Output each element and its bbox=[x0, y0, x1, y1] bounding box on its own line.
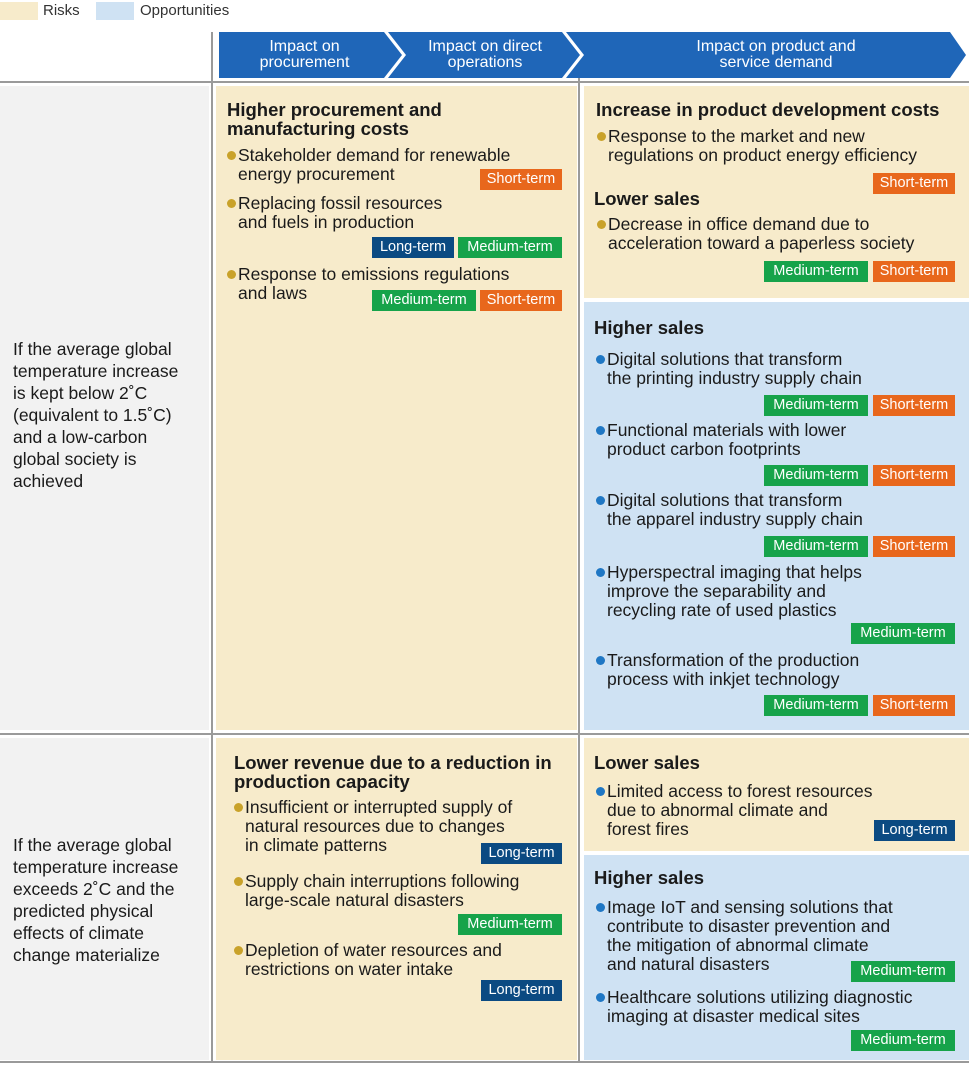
s1-opp-item-3 bbox=[607, 491, 962, 529]
s2-risk-item-3 bbox=[245, 941, 575, 979]
item-line: Decrease in office demand due to bbox=[608, 214, 870, 234]
item-line: in climate patterns bbox=[245, 835, 388, 855]
item-line: process with inkjet technology bbox=[607, 669, 840, 689]
header-col-procurement-line: Impact on bbox=[269, 38, 340, 55]
scenario-1-label-line: (equivalent to 1.5˚C) bbox=[13, 405, 172, 425]
item-line: Response to emissions regulations bbox=[238, 264, 510, 284]
risks-legend-label: Risks bbox=[43, 2, 80, 19]
medium-term-tag: Medium-term bbox=[764, 695, 868, 716]
short-term-tag: Short-term bbox=[873, 261, 955, 282]
item-line: and laws bbox=[238, 283, 308, 303]
risk-bullet-icon bbox=[227, 270, 236, 279]
scenario-1-label bbox=[0, 86, 209, 730]
medium-term-tag: Medium-term bbox=[764, 261, 868, 282]
grid-line-middle bbox=[0, 733, 969, 735]
item-line: product carbon footprints bbox=[607, 439, 801, 459]
item-line: due to abnormal climate and bbox=[607, 800, 828, 820]
scenario-2-label-line: effects of climate bbox=[13, 923, 144, 943]
s1-risk-demand-item-1 bbox=[608, 127, 963, 165]
item-line: large-scale natural disasters bbox=[245, 890, 464, 910]
risk-bullet-icon bbox=[227, 151, 236, 160]
medium-term-tag: Medium-term bbox=[851, 961, 955, 982]
header-col-product-demand-line: service demand bbox=[719, 54, 833, 71]
s1-risk-operations-heading bbox=[227, 100, 572, 138]
heading-line: Higher procurement and bbox=[227, 99, 442, 120]
scenario-1-label-line: temperature increase bbox=[13, 361, 179, 381]
item-line: forest fires bbox=[607, 819, 689, 839]
item-line: the printing industry supply chain bbox=[607, 368, 862, 388]
short-term-tag: Short-term bbox=[873, 465, 955, 486]
medium-term-tag: Medium-term bbox=[764, 536, 868, 557]
s1-risk-demand-heading-2: Lower sales bbox=[594, 188, 700, 209]
opportunity-bullet-icon bbox=[596, 787, 605, 796]
item-line: Functional materials with lower bbox=[607, 420, 847, 440]
header-col-direct-operations-line: operations bbox=[447, 54, 523, 71]
medium-term-tag: Medium-term bbox=[851, 1030, 955, 1051]
s1-risk-item-2 bbox=[238, 194, 568, 232]
opportunity-bullet-icon bbox=[596, 355, 605, 364]
scenario-2-label bbox=[0, 738, 209, 1060]
s1-opp-item-5 bbox=[607, 651, 962, 689]
short-term-tag: Short-term bbox=[873, 173, 955, 194]
item-line: Insufficient or interrupted supply of bbox=[245, 797, 513, 817]
header-col-procurement-line: procurement bbox=[259, 54, 350, 71]
opportunity-bullet-icon bbox=[596, 903, 605, 912]
scenario-1-label-line: achieved bbox=[13, 471, 84, 491]
short-term-tag: Short-term bbox=[873, 395, 955, 416]
medium-term-tag: Medium-term bbox=[764, 465, 868, 486]
item-line: Supply chain interruptions following bbox=[245, 871, 520, 891]
grid-line-top bbox=[0, 81, 969, 83]
short-term-tag: Short-term bbox=[873, 695, 955, 716]
risk-bullet-icon bbox=[234, 877, 243, 886]
item-line: contribute to disaster prevention and bbox=[607, 916, 891, 936]
long-term-tag: Long-term bbox=[874, 820, 955, 841]
item-line: Hyperspectral imaging that helps bbox=[607, 562, 862, 582]
header-col-product-demand-line: Impact on product and bbox=[696, 38, 856, 55]
header-col-direct-operations-line: Impact on direct bbox=[428, 38, 542, 55]
s2-risk-item-2 bbox=[245, 872, 575, 910]
s2-risk-operations-heading bbox=[234, 753, 574, 791]
item-line: the apparel industry supply chain bbox=[607, 509, 863, 529]
s1-risk-demand-heading-1: Increase in product development costs bbox=[596, 99, 940, 120]
medium-term-tag: Medium-term bbox=[458, 914, 562, 935]
opportunity-bullet-icon bbox=[596, 568, 605, 577]
item-line: energy procurement bbox=[238, 164, 395, 184]
scenario-1-label-line: If the average global bbox=[13, 339, 172, 359]
opportunities-legend-label: Opportunities bbox=[140, 2, 230, 19]
item-line: Replacing fossil resources bbox=[238, 193, 443, 213]
short-term-tag: Short-term bbox=[480, 290, 562, 311]
risk-bullet-icon bbox=[234, 803, 243, 812]
opportunity-bullet-icon bbox=[596, 426, 605, 435]
item-line: regulations on product energy efficiency bbox=[608, 145, 918, 165]
item-line: Digital solutions that transform bbox=[607, 490, 843, 510]
item-line: the mitigation of abnormal climate bbox=[607, 935, 869, 955]
opportunity-bullet-icon bbox=[596, 496, 605, 505]
item-line: Response to the market and new bbox=[608, 126, 865, 146]
s1-risk-demand-item-2 bbox=[608, 215, 963, 253]
item-line: Digital solutions that transform bbox=[607, 349, 843, 369]
grid-line-col1 bbox=[211, 32, 213, 1063]
item-line: Limited access to forest resources bbox=[607, 781, 873, 801]
medium-term-tag: Medium-term bbox=[372, 290, 476, 311]
medium-term-tag: Medium-term bbox=[458, 237, 562, 258]
scenario-1-label-line: and a low-carbon bbox=[13, 427, 148, 447]
item-line: and fuels in production bbox=[238, 212, 415, 232]
heading-line: manufacturing costs bbox=[227, 118, 409, 139]
item-line: natural resources due to changes bbox=[245, 816, 505, 836]
heading-line: production capacity bbox=[234, 771, 410, 792]
item-line: improve the separability and bbox=[607, 581, 826, 601]
header-col-procurement bbox=[222, 39, 387, 71]
s1-opportunity-heading: Higher sales bbox=[594, 317, 705, 338]
item-line: Transformation of the production bbox=[607, 650, 860, 670]
item-line: Stakeholder demand for renewable bbox=[238, 145, 511, 165]
heading-line: Lower revenue due to a reduction in bbox=[234, 752, 552, 773]
risk-bullet-icon bbox=[597, 132, 606, 141]
risk-bullet-icon bbox=[597, 220, 606, 229]
s1-opp-item-4 bbox=[607, 563, 962, 620]
medium-term-tag: Medium-term bbox=[851, 623, 955, 644]
s2-opp-item-2 bbox=[607, 988, 962, 1026]
risk-bullet-icon bbox=[234, 946, 243, 955]
item-line: imaging at disaster medical sites bbox=[607, 1006, 860, 1026]
scenario-2-label-line: change materialize bbox=[13, 945, 160, 965]
header-col-direct-operations bbox=[400, 39, 570, 71]
medium-term-tag: Medium-term bbox=[764, 395, 868, 416]
grid-line-bottom bbox=[0, 1061, 969, 1063]
grid-line-col2 bbox=[578, 78, 580, 1063]
item-line: Healthcare solutions utilizing diagnostic bbox=[607, 987, 913, 1007]
item-line: Depletion of water resources and bbox=[245, 940, 502, 960]
long-term-tag: Long-term bbox=[481, 980, 562, 1001]
item-line: acceleration toward a paperless society bbox=[608, 233, 915, 253]
item-line: recycling rate of used plastics bbox=[607, 600, 837, 620]
scenario-2-label-line: If the average global bbox=[13, 835, 172, 855]
s1-opp-item-2 bbox=[607, 421, 962, 459]
scenario-2-label-line: exceeds 2˚C and the bbox=[13, 879, 175, 899]
risk-bullet-icon bbox=[227, 199, 236, 208]
short-term-tag: Short-term bbox=[873, 536, 955, 557]
s2-risk-demand-heading: Lower sales bbox=[594, 752, 700, 773]
long-term-tag: Long-term bbox=[481, 843, 562, 864]
item-line: restrictions on water intake bbox=[245, 959, 454, 979]
s1-opp-item-1 bbox=[607, 350, 962, 388]
opportunity-bullet-icon bbox=[596, 656, 605, 665]
item-line: and natural disasters bbox=[607, 954, 770, 974]
long-term-tag: Long-term bbox=[372, 237, 454, 258]
short-term-tag: Short-term bbox=[480, 169, 562, 190]
scenario-2-label-line: temperature increase bbox=[13, 857, 179, 877]
scenario-1-label-line: is kept below 2˚C bbox=[13, 383, 148, 403]
scenario-2-label-line: predicted physical bbox=[13, 901, 154, 921]
item-line: Image IoT and sensing solutions that bbox=[607, 897, 893, 917]
header-col-product-demand bbox=[586, 39, 966, 71]
opportunity-bullet-icon bbox=[596, 993, 605, 1002]
scenario-1-label-line: global society is bbox=[13, 449, 137, 469]
s2-opportunity-heading: Higher sales bbox=[594, 867, 705, 888]
